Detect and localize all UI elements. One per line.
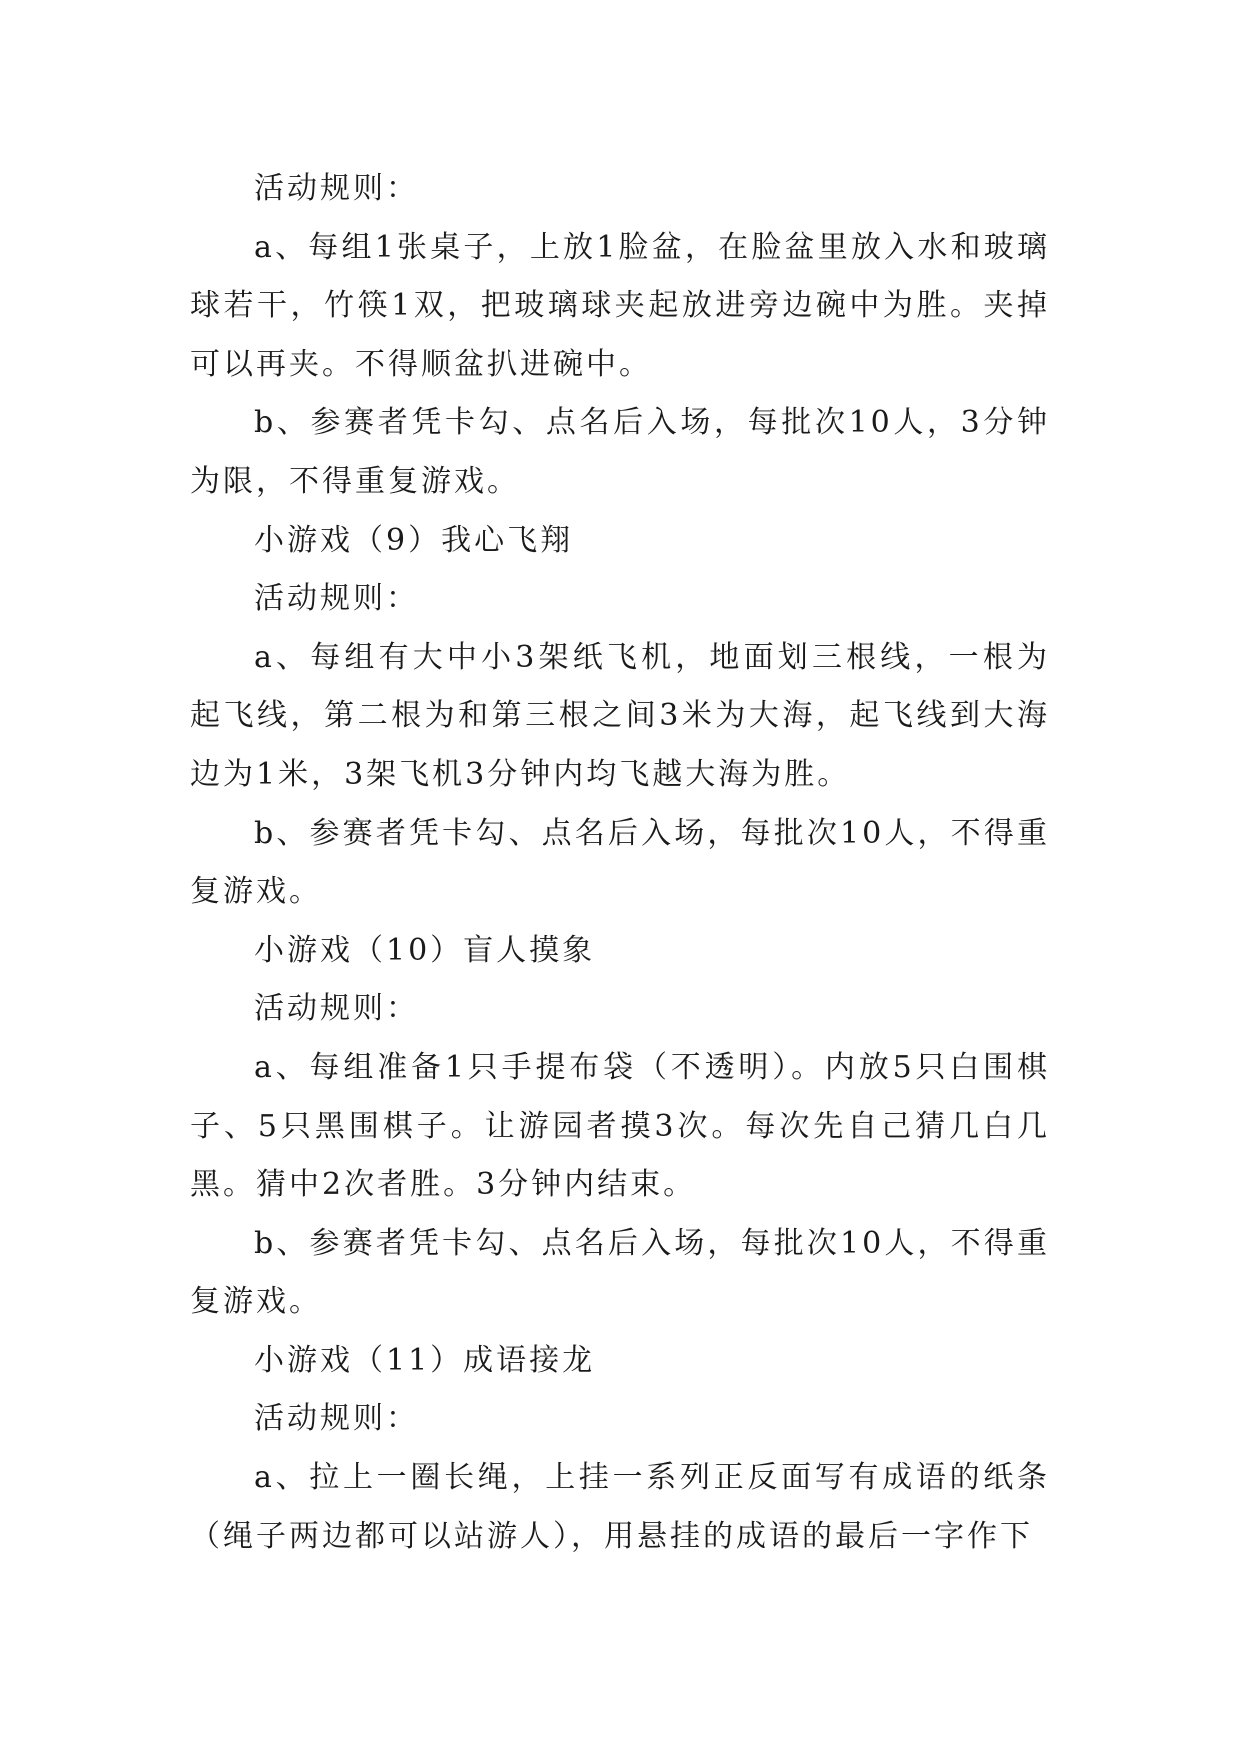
game-title: 小游戏（9）我心飞翔 xyxy=(254,522,574,558)
rule-paragraph: b、参赛者凭卡勾、点名后入场，每批次10人，不得重复游戏。 xyxy=(190,1225,1050,1320)
rules-heading: 活动规则： xyxy=(254,581,419,617)
rule-paragraph: a、每组准备1只手提布袋（不透明）。内放5只白围棋子、5只黑围棋子。让游园者摸3次。每次先自己猜几白几黑。猜中2次者胜。3分钟内结束。 xyxy=(190,1049,1050,1203)
rule-paragraph: b、参赛者凭卡勾、点名后入场，每批次10人，不得重复游戏。 xyxy=(190,815,1050,910)
rules-heading: 活动规则： xyxy=(254,1401,419,1437)
game-title: 小游戏（10）盲人摸象 xyxy=(254,932,596,968)
rules-heading: 活动规则： xyxy=(254,991,419,1027)
document-body xyxy=(190,160,1050,1566)
rule-paragraph: a、每组有大中小3架纸飞机，地面划三根线，一根为起飞线，第二根为和第三根之间3米为大海，起飞线到大海边为1米，3架飞机3分钟内均飞越大海为胜。 xyxy=(190,639,1050,792)
rule-paragraph: b、参赛者凭卡勾、点名后入场，每批次10人，3分钟为限，不得重复游戏。 xyxy=(190,405,1050,499)
rule-paragraph: a、每组1张桌子，上放1脸盆，在脸盆里放入水和玻璃球若干，竹筷1双，把玻璃球夹起放进旁边碗中为胜。夹掉可以再夹。不得顺盆扒进碗中。 xyxy=(190,229,1050,382)
game-title: 小游戏（11）成语接龙 xyxy=(254,1342,596,1378)
rule-paragraph: a、拉上一圈长绳，上挂一系列正反面写有成语的纸条（绳子两边都可以站游人），用悬挂的成语的最后一字作下 xyxy=(190,1460,1050,1554)
rules-heading: 活动规则： xyxy=(254,171,419,206)
